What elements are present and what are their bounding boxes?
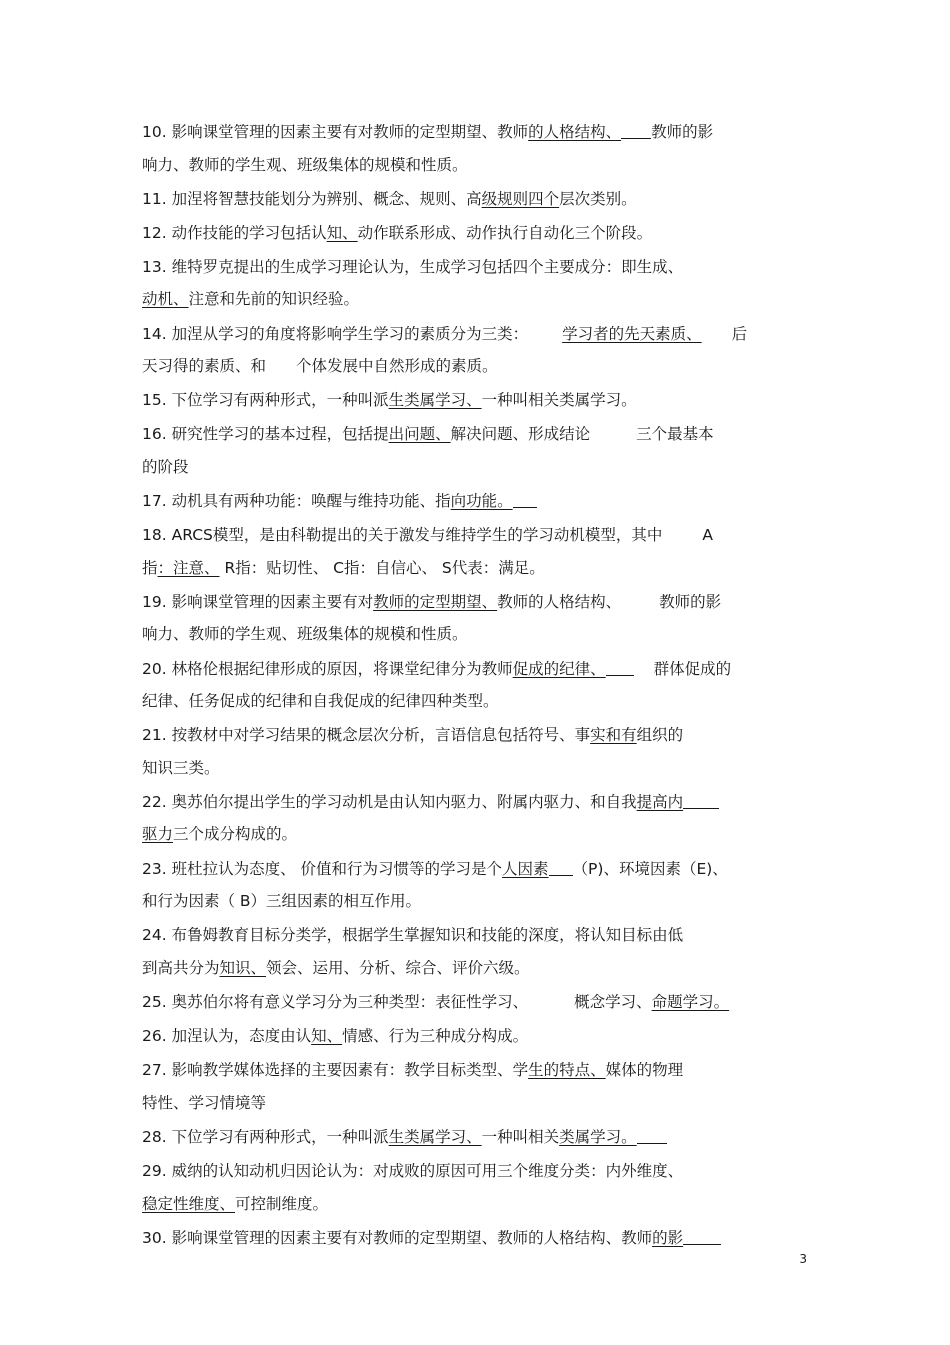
question-item <box>142 1155 807 1220</box>
question-line <box>142 451 807 484</box>
question-number: 30. <box>142 1228 167 1247</box>
question-line <box>142 618 807 651</box>
blank-line <box>683 1228 721 1245</box>
question-text: 威纳的认知动机归因论认为：对成败的原因可用三个维度分类：内外维度、 <box>171 1161 684 1180</box>
question-line <box>142 384 807 417</box>
answer-text: 命题学习。 <box>651 992 730 1011</box>
question-text: R指：贴切性、 C指：自信心、 S代表：满足。 <box>219 558 545 577</box>
question-line <box>142 952 807 985</box>
question-text: 动作技能的学习包括认 <box>171 223 327 242</box>
answer-text: 稳定性维度、 <box>142 1194 236 1213</box>
question-text: 群体促成的 <box>653 659 732 678</box>
question-text: 影响教学媒体选择的主要因素有：教学目标类型、学 <box>171 1061 529 1080</box>
question-text: 影响课堂管理的因素主要有对教师的定型期望、教师的人格结构、教师 <box>171 1228 653 1247</box>
answer-text: 学习者的先天素质、 <box>562 324 702 343</box>
question-text: 影响课堂管理的因素主要有对 <box>171 592 374 611</box>
question-item <box>142 986 807 1019</box>
question-number: 14. <box>142 324 167 343</box>
question-item <box>142 217 807 250</box>
answer-text: 的影 <box>652 1228 684 1247</box>
question-text: 教师的影 <box>651 123 714 141</box>
question-number: 19. <box>142 592 167 611</box>
question-text: 动机具有两种功能：唤醒与维持功能、指 <box>171 492 451 511</box>
question-line <box>142 885 807 918</box>
question-line <box>142 752 807 785</box>
question-line <box>142 485 807 518</box>
question-line <box>142 818 807 851</box>
question-line <box>142 919 807 952</box>
question-text: （P)、环境因素（E)、 <box>572 859 728 878</box>
question-number: 10. <box>142 123 167 141</box>
question-text: 研究性学习的基本过程，包括提 <box>171 425 389 444</box>
question-text: 动作联系形成、动作执行自动化三个阶段。 <box>357 223 653 242</box>
question-line <box>142 653 807 686</box>
question-text: 加涅认为，态度由认 <box>171 1027 312 1046</box>
question-line <box>142 1020 807 1053</box>
question-text: 个体发展中自然形成的素质。 <box>296 357 498 376</box>
question-number: 12. <box>142 223 167 242</box>
question-number: 23. <box>142 859 167 878</box>
answer-text: 实和有 <box>590 726 637 745</box>
question-item <box>142 418 807 483</box>
blank-line <box>513 492 537 509</box>
question-item <box>142 786 807 851</box>
page-number: 3 <box>799 1252 807 1266</box>
question-line <box>142 853 807 886</box>
question-number: 29. <box>142 1161 167 1180</box>
question-line <box>142 350 807 383</box>
answer-text: 生类属学习、 <box>388 391 482 410</box>
question-item <box>142 384 807 417</box>
question-number: 21. <box>142 726 167 745</box>
question-number: 27. <box>142 1061 167 1080</box>
blank-line <box>549 859 573 876</box>
question-text: 教师的影 <box>659 592 722 611</box>
question-text: 响力、教师的学生观、班级集体的规模和性质。 <box>142 155 468 174</box>
question-text: 指 <box>142 558 158 577</box>
question-number: 22. <box>142 792 167 811</box>
question-line <box>142 1054 807 1087</box>
answer-text: 动机、 <box>142 290 189 309</box>
question-number: 24. <box>142 926 167 945</box>
question-line <box>142 1121 807 1154</box>
question-text: ARCS模型，是由科勒提出的关于激发与维持学生的学习动机模型，其中 <box>171 526 663 545</box>
question-text: 情感、行为三种成分构成。 <box>342 1027 529 1046</box>
question-line <box>142 116 807 149</box>
question-text: 领会、运用、分析、综合、评价六级。 <box>266 958 530 977</box>
question-item <box>142 1054 807 1119</box>
question-text: 后 <box>731 324 748 343</box>
question-text: 可控制维度。 <box>235 1194 329 1213</box>
question-item <box>142 919 807 984</box>
question-text: 特性、学习情境等 <box>142 1093 267 1112</box>
question-number: 20. <box>142 659 167 678</box>
question-item <box>142 853 807 918</box>
question-line <box>142 519 807 552</box>
question-number: 26. <box>142 1027 167 1046</box>
question-text: 天习得的素质、和 <box>142 357 267 376</box>
question-text: A <box>702 526 713 545</box>
question-line <box>142 283 807 316</box>
question-list <box>142 116 807 1256</box>
answer-text: 驱力 <box>142 825 174 844</box>
question-text: 林格伦根据纪律形成的原因，将课堂纪律分为教师 <box>171 659 513 678</box>
question-text: 维特罗克提出的生成学习理论认为，生成学习包括四个主要成分：即生成、 <box>171 257 684 276</box>
question-text: 层次类别。 <box>559 189 637 208</box>
question-number: 16. <box>142 425 167 444</box>
question-text: 三个成分构成的。 <box>173 825 298 844</box>
question-item <box>142 251 807 316</box>
answer-text: 生的特点、 <box>528 1061 606 1080</box>
question-item <box>142 519 807 584</box>
question-line <box>142 552 807 585</box>
question-item <box>142 1121 807 1154</box>
question-line <box>142 786 807 819</box>
question-line <box>142 418 807 451</box>
question-line <box>142 183 807 216</box>
question-text: 三个最基本 <box>636 425 714 444</box>
answer-text: 提高内 <box>636 792 684 811</box>
question-text: 奥苏伯尔提出学生的学习动机是由认知内驱力、附属内驱力、和自我 <box>171 792 637 811</box>
answer-text: 知、 <box>311 1027 343 1046</box>
answer-text: 级规则四个 <box>481 189 560 208</box>
question-item <box>142 318 807 383</box>
blank-line <box>683 792 719 809</box>
question-text: 班杜拉认为态度、 价值和行为习惯等的学习是个 <box>171 859 503 878</box>
question-text: 按教材中对学习结果的概念层次分析，言语信息包括符号、事 <box>171 726 591 745</box>
question-text: 注意和先前的知识经验。 <box>188 290 360 309</box>
question-text: 下位学习有两种形式，一种叫派 <box>171 1127 389 1146</box>
question-number: 18. <box>142 526 167 545</box>
question-text: 布鲁姆教育目标分类学，根据学生掌握知识和技能的深度，将认知目标由低 <box>171 926 684 945</box>
question-text: 一种叫相关 <box>481 1127 560 1146</box>
question-text: 解决问题、形成结论 <box>450 425 591 444</box>
question-text: 到高共分为 <box>142 958 220 977</box>
question-text: 一种叫相关类属学习。 <box>481 391 637 410</box>
question-number: 25. <box>142 992 167 1011</box>
question-text: 加涅从学习的角度将影响学生学习的素质分为三类： <box>171 324 529 343</box>
question-line <box>142 251 807 284</box>
question-line <box>142 719 807 752</box>
blank-line <box>637 1127 667 1144</box>
question-item <box>142 719 807 784</box>
answer-text: ：注意、 <box>157 558 220 577</box>
question-text: 下位学习有两种形式，一种叫派 <box>171 391 389 410</box>
answer-text: 向功能。 <box>450 492 513 511</box>
question-text: 媒体的物理 <box>605 1061 684 1080</box>
question-line <box>142 149 807 182</box>
answer-text: 教师的定型期望、 <box>373 592 498 611</box>
question-number: 13. <box>142 257 167 276</box>
answer-text: 促成的纪律、 <box>512 659 606 678</box>
question-item <box>142 1020 807 1053</box>
question-text: 纪律、任务促成的纪律和自我促成的纪律四种类型。 <box>142 692 499 711</box>
question-item <box>142 116 807 181</box>
question-text: 教师的人格结构、 <box>497 592 622 611</box>
question-item <box>142 653 807 718</box>
answer-text: 的人格结构、 <box>528 123 622 141</box>
question-number: 15. <box>142 391 167 410</box>
question-text: 奥苏伯尔将有意义学习分为三种类型：表征性学习、 <box>171 992 529 1011</box>
question-line <box>142 217 807 250</box>
question-text: 响力、教师的学生观、班级集体的规模和性质。 <box>142 625 468 644</box>
question-text: 概念学习、 <box>574 992 652 1011</box>
question-line <box>142 318 807 351</box>
blank-line <box>621 123 651 140</box>
question-line <box>142 586 807 619</box>
question-line <box>142 1087 807 1120</box>
question-line <box>142 685 807 718</box>
question-line <box>142 986 807 1019</box>
question-text: 组织的 <box>636 726 684 745</box>
question-text: 和行为因素（ B）三组因素的相互作用。 <box>142 892 422 911</box>
question-item <box>142 183 807 216</box>
answer-text: 类属学习。 <box>559 1127 637 1146</box>
question-item <box>142 1222 807 1255</box>
question-item <box>142 586 807 651</box>
question-text: 影响课堂管理的因素主要有对教师的定型期望、教师 <box>171 123 529 141</box>
question-number: 17. <box>142 492 167 511</box>
answer-text: 知、 <box>326 223 358 242</box>
question-text: 知识三类。 <box>142 758 220 777</box>
question-line <box>142 1155 807 1188</box>
answer-text: 人因素 <box>502 859 549 878</box>
question-number: 11. <box>142 189 167 208</box>
question-number: 28. <box>142 1127 167 1146</box>
question-line <box>142 1188 807 1221</box>
answer-text: 出问题、 <box>388 425 451 444</box>
question-line <box>142 1222 807 1255</box>
question-item <box>142 485 807 518</box>
answer-text: 生类属学习、 <box>388 1127 482 1146</box>
blank-line <box>606 659 634 676</box>
question-text: 的阶段 <box>142 457 189 476</box>
question-text: 加涅将智慧技能划分为辨别、概念、规则、高 <box>171 189 482 208</box>
answer-text: 知识、 <box>219 958 267 977</box>
